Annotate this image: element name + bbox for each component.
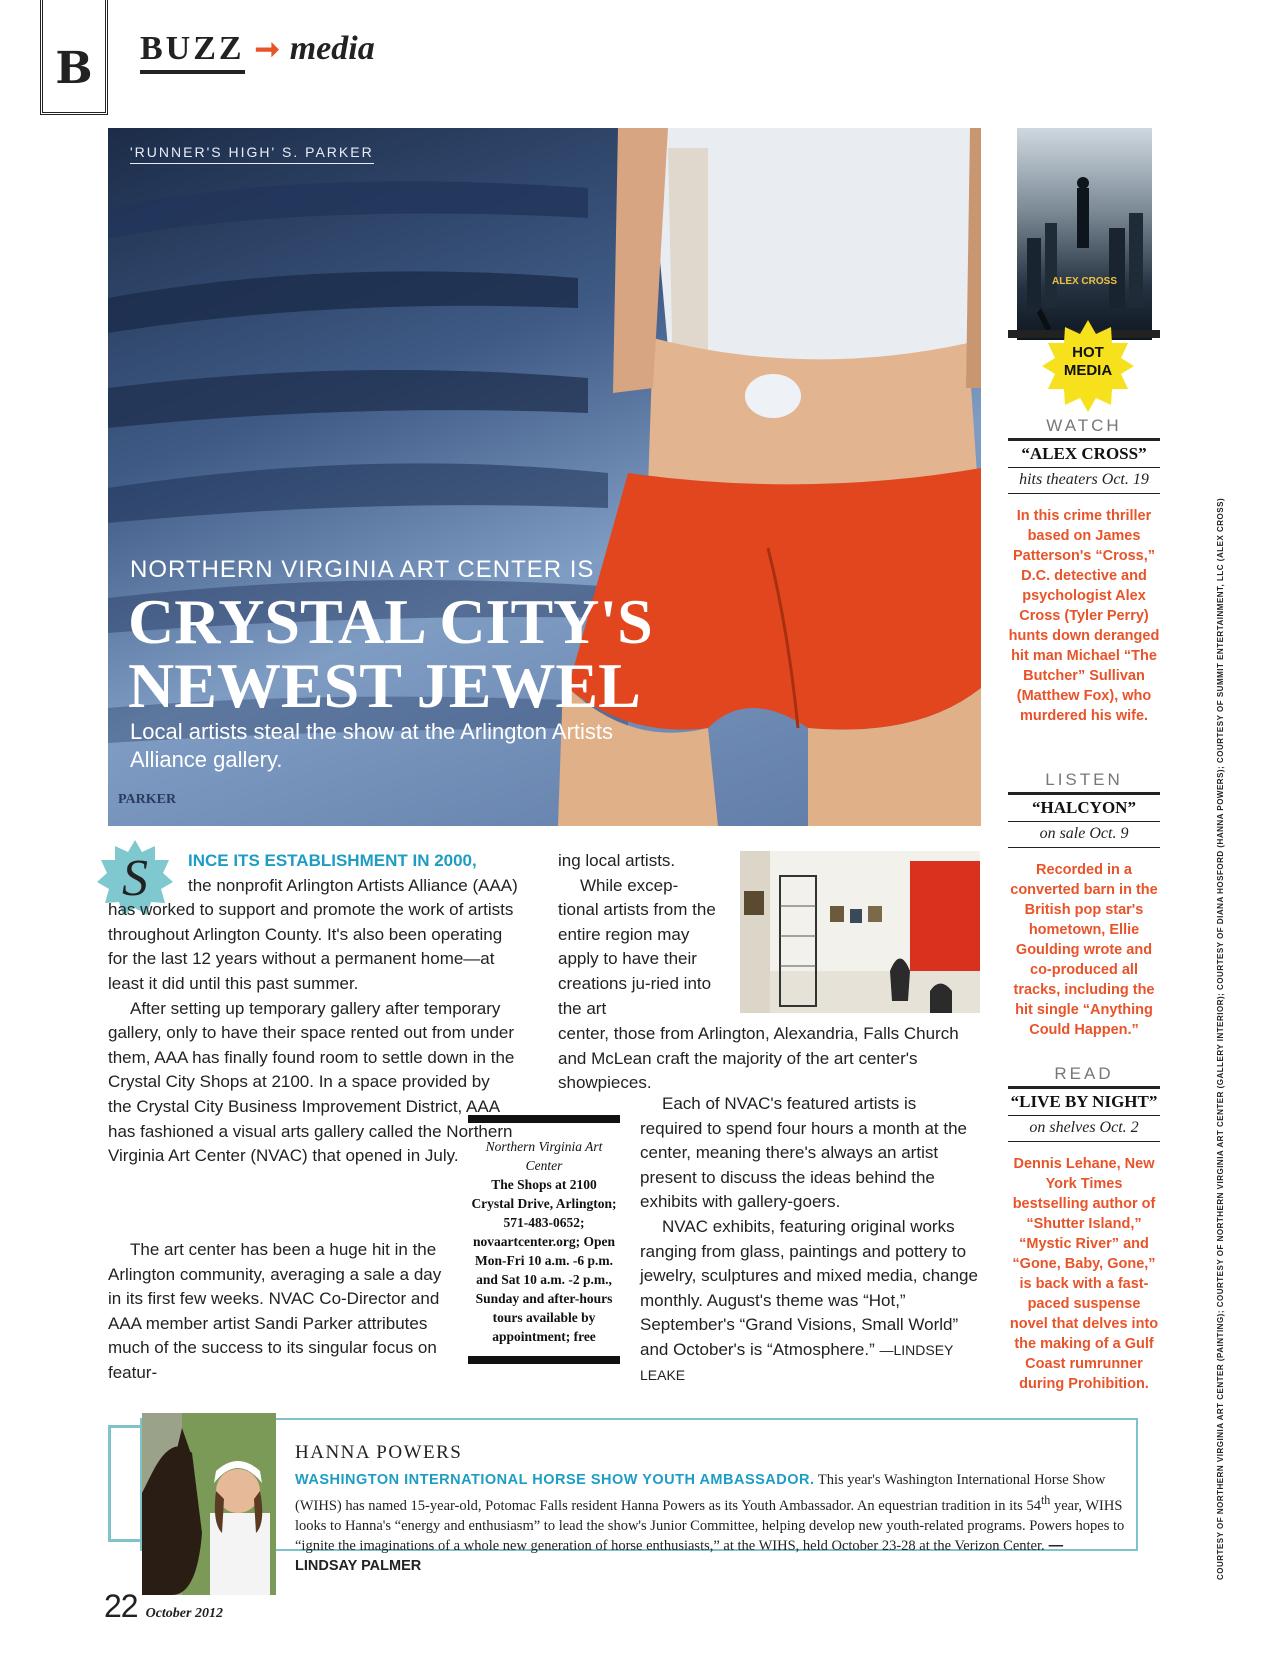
paragraph: The art center has been a huge hit in the Arlington community, averaging a sale a day in its first few weeks. NVAC Co-Director and AAA member artist Sandi Parker attributes much of the success to its singular focus on featur-: [108, 1240, 442, 1382]
paragraph: center, those from Arlington, Alexandria, Falls Church and McLean craft the majority of the art center's showpieces.: [558, 1024, 959, 1093]
painting-signature: PARKER: [118, 792, 177, 807]
sidebar-date: hits theaters Oct. 19: [1008, 468, 1160, 494]
badge-line-1: HOT: [1072, 344, 1104, 361]
feature-body: WASHINGTON INTERNATIONAL HORSE SHOW YOUTH AMBASSADOR. This year's Washington International Horse Show (WIHS) has named 15-year-old, Potomac Falls resident Hanna Powers as its Youth Ambassador. An equestrian tradition in its 54th year, WIHS looks to Hanna's “energy and enthusiasm” to lead the show's Junior Committee, helping develop new youth-related programs. Powers hopes to “ignite the imaginations of a whole new generation of horse enthusiasts,” at the WIHS, held October 23-28 at the Verizon Center. —LINDSAY PALMER: [295, 1472, 1125, 1574]
folio: [104, 1588, 223, 1625]
article-column-3: [640, 1092, 980, 1387]
info-box: [468, 1115, 620, 1364]
arrow-icon: ➞: [254, 33, 280, 66]
subsection-name: media: [289, 30, 375, 67]
hanna-powers-photo: [142, 1413, 276, 1595]
headline: [128, 586, 748, 721]
byline: —LINDSEY LEAKE: [640, 1341, 954, 1383]
page-number: 22: [104, 1588, 138, 1624]
sidebar-date: on shelves Oct. 2: [1008, 1116, 1160, 1142]
lead-in-line: [108, 849, 518, 874]
gallery-interior-image: [740, 851, 980, 1013]
horse-and-rider-image: [142, 1413, 276, 1595]
headline-line-1: CRYSTAL CITY'S: [128, 586, 653, 657]
article-column-1: [108, 849, 518, 1169]
sidebar-title: “ALEX CROSS”: [1008, 438, 1160, 468]
article-column-2-wide: [558, 1022, 983, 1096]
paragraph: After setting up temporary gallery after temporary gallery, only to have their space rented out from under them, AAA has finally found room to settle down in the Crystal City Shops at 2100. In a space provided by the Crystal City Business Improvement District, AAA has fashioned a visual arts gallery called the Northern Virginia Art Center (NVAC) that opened in July.: [108, 998, 515, 1166]
badge-line-2: MEDIA: [1063, 362, 1113, 379]
photo-credits: COURTESY OF NORTHERN VIRGINIA ART CENTER (PAINTING); COURTESY OF NORTHERN VIRGINIA ART CENTER (GALLERY INTERIOR); COURTESY OF DIANA HOSFORD (HANNA POWERS); COURTESY OF SUMMIT ENTERTAINMENT, LLC (ALEX CROSS): [1216, 497, 1225, 1580]
gallery-photo: [740, 851, 980, 1013]
sidebar-body: Recorded in a converted barn in the British pop star's hometown, Ellie Goulding wrote and co-produced all tracks, including the hit single “Anything Could Happen.”: [1010, 862, 1158, 1038]
sidebar-item-listen: [1008, 770, 1160, 1040]
sidebar-title: “LIVE BY NIGHT”: [1008, 1086, 1160, 1116]
sidebar-body: In this crime thriller based on James Patterson's “Cross,” D.C. detective and psychologist Alex Cross (Tyler Perry) hunts down deranged hit man Michael “The Butcher” Sullivan (Matthew Fox), who murdered his wife.: [1008, 508, 1160, 724]
sidebar-item-watch: [1008, 416, 1160, 726]
article-column-1-bottom: [108, 1238, 448, 1386]
article-column-2: [558, 849, 718, 1021]
paragraph: Each of NVAC's featured artists is required to spend four hours a month at the center, meaning there's always an artist present to discuss the ideas behind the exhibits with gallery-goers.: [640, 1094, 967, 1212]
paragraph: the nonprofit Arlington Artists Alliance (AAA) has worked to support and promote the work of artists throughout Arlington County. It's also been operating for the last 12 years without a permanent home—at least it did until this past summer.: [108, 875, 518, 993]
sidebar-date: on sale Oct. 9: [1008, 822, 1160, 848]
feature-name: HANNA POWERS: [295, 1442, 463, 1463]
sidebar-title: “HALCYON”: [1008, 792, 1160, 822]
sidebar-item-read: [1008, 1064, 1160, 1394]
section-header: [140, 30, 375, 74]
paragraph: NVAC exhibits, featuring original works ranging from glass, paintings and pottery to jewelry, sculptures and mixed media, change monthly. August's theme was “Hot,” September's “Grand Visions, Small World” and October's is “Atmosphere.” —LINDSEY LEAKE: [640, 1216, 978, 1383]
poster-title: ALEX CROSS: [1051, 276, 1117, 287]
info-details: The Shops at 2100 Crystal Drive, Arlington; 571-483-0652; novaartcenter.org; Open Mon-Fri 10 a.m. -6 p.m. and Sat 10 a.m. -2 p.m., Sunday and after-hours tours available by appointment; free: [471, 1177, 617, 1344]
paragraph: While excep-tional artists from the entire region may apply to have their creations ju-ried into the art: [558, 875, 716, 1018]
sidebar-label: READ: [1054, 1064, 1114, 1083]
sidebar-label: WATCH: [1046, 416, 1122, 435]
lead-in: INCE ITS ESTABLISHMENT IN 2000,: [188, 851, 477, 870]
hot-media-badge: [1040, 344, 1136, 380]
info-name: Northern Virginia Art Center: [485, 1139, 603, 1173]
poster-image: [1017, 128, 1152, 340]
issue-date: October 2012: [145, 1606, 223, 1621]
paragraph: ing local artists.: [558, 851, 676, 870]
sidebar-label: LISTEN: [1045, 770, 1123, 789]
section-letter: B: [55, 43, 93, 94]
headline-line-2: NEWEST JEWEL: [128, 650, 641, 721]
section-logo: [40, 0, 108, 115]
movie-poster: [1017, 128, 1152, 340]
hero-painting: [108, 128, 981, 826]
dek: Local artists steal the show at the Arlington Artists Alliance gallery.: [130, 719, 614, 772]
kicker: NORTHERN VIRGINIA ART CENTER IS: [130, 556, 595, 583]
dropcap-letter: S: [122, 849, 148, 907]
feature-signature: —LINDSAY PALMER: [295, 1537, 1064, 1574]
feature-lead: WASHINGTON INTERNATIONAL HORSE SHOW YOUTH AMBASSADOR.: [295, 1472, 815, 1488]
sidebar-body: Dennis Lehane, New York Times bestselling author of “Shutter Island,” “Mystic River” and “Gone, Baby, Gone,” is back with a fast-paced suspense novel that delves into the making of a Gulf Coast rumrunner during Prohibition.: [1009, 1156, 1159, 1392]
section-name: BUZZ: [140, 30, 245, 74]
photo-credit: 'RUNNER'S HIGH' S. PARKER: [130, 144, 374, 164]
